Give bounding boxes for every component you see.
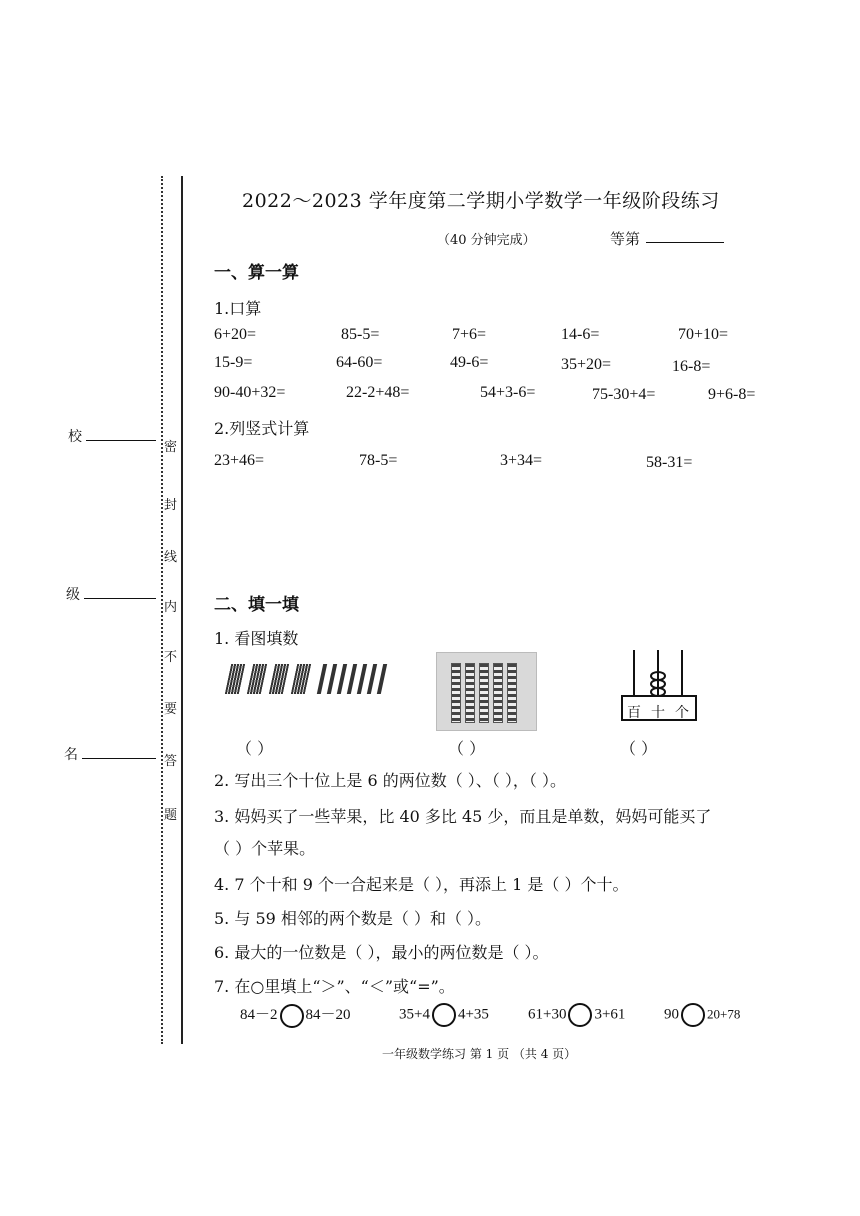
oral-problem: 22-2+48= [346,384,410,401]
abacus-label-hundreds: 百 [627,705,641,721]
grade-field[interactable] [646,242,724,243]
oral-problem: 6+20= [214,326,257,343]
compare-circle[interactable] [280,1004,304,1028]
oral-problem: 54+3-6= [480,384,536,401]
compare-circle[interactable] [432,1003,456,1027]
answer-blank[interactable]: （ ） [236,739,274,758]
question-1: 1. 看图填数 [214,629,299,648]
section1-heading: 一、算一算 [214,263,299,283]
compare-right: 4+35 [457,1006,489,1023]
seal-char: 封 [164,498,178,513]
vertical-problem: 78-5= [359,452,398,469]
oral-problem: 90-40+32= [214,384,286,401]
page-title: 2022～2023 学年度第二学期小学数学一年级阶段练习 [242,190,720,212]
seal-char: 要 [164,702,178,717]
vertical-problem: 3+34= [500,452,543,469]
question-2: 2. 写出三个十位上是 6 的两位数（ ）、（ ），（ ）。 [214,771,566,790]
question-3-cont: （ ）个苹果。 [214,839,316,858]
time-note: （40 分钟完成） [437,233,536,248]
compare-circle[interactable] [681,1003,705,1027]
binding-solid-line [181,176,183,1044]
oral-problem: 7+6= [452,326,487,343]
oral-problem: 35+20= [561,356,612,373]
seal-char: 线 [164,550,178,565]
seal-char: 答 [164,754,178,769]
section2-heading: 二、填一填 [214,595,299,615]
answer-blank[interactable]: （ ） [448,739,486,758]
name-field[interactable] [82,758,156,759]
vertical-problem: 58-31= [646,454,693,471]
compare-item [399,1003,489,1027]
oral-problem: 15-9= [214,354,253,371]
oral-problem: 64-60= [336,354,383,371]
vertical-calc-label: 2.列竖式计算 [214,419,310,438]
grade-label: 等第 [610,230,641,248]
class-field[interactable] [84,598,156,599]
abacus-label-tens: 十 [651,705,665,721]
seal-char: 题 [164,808,178,823]
vertical-problem: 23+46= [214,452,265,469]
bead-rods-picture [436,652,537,731]
oral-problem: 9+6-8= [708,386,756,403]
seal-char: 密 [164,440,178,455]
compare-item [664,1003,740,1027]
compare-left: 61+30 [528,1006,567,1023]
school-field[interactable] [86,440,156,441]
compare-item [528,1003,625,1027]
oral-problem: 75-30+4= [592,386,656,403]
class-label: 级 [66,587,80,603]
question-6: 6. 最大的一位数是（ ），最小的两位数是（ ）。 [214,943,549,962]
compare-item [240,1003,351,1028]
page-footer: 一年级数学练习 第 1 页 （共 4 页） [382,1047,577,1061]
answer-blank[interactable]: （ ） [620,739,658,758]
question-5: 5. 与 59 相邻的两个数是（ ）和（ ）。 [214,909,492,928]
compare-circle[interactable] [568,1003,592,1027]
question-3: 3. 妈妈买了一些苹果，比 40 多比 45 少，而且是单数，妈妈可能买了 [214,807,712,826]
oral-problem: 70+10= [678,326,729,343]
compare-left: 35+4 [399,1006,430,1023]
school-label: 校 [68,429,82,445]
compare-left: 90 [664,1006,679,1023]
question-7: 7. 在○里填上“＞”、“＜”或“=”。 [214,977,455,996]
seal-dotted-line [161,176,163,1044]
oral-problem: 14-6= [561,326,600,343]
oral-calc-label: 1.口算 [214,299,262,318]
compare-right: 84－20 [305,1007,351,1023]
compare-left: 84－2 [240,1007,278,1023]
oral-problem: 16-8= [672,358,711,375]
compare-right: 3+61 [594,1006,626,1023]
question-4: 4. 7 个十和 9 个一合起来是（ ），再添上 1 是（ ）个十。 [214,875,629,894]
seal-char: 不 [164,650,178,665]
seal-char: 内 [164,600,178,615]
name-label: 名 [64,747,78,763]
oral-problem: 85-5= [341,326,380,343]
oral-problem: 49-6= [450,354,489,371]
compare-right: 20+78 [707,1006,741,1022]
abacus-label-ones: 个 [675,705,689,721]
